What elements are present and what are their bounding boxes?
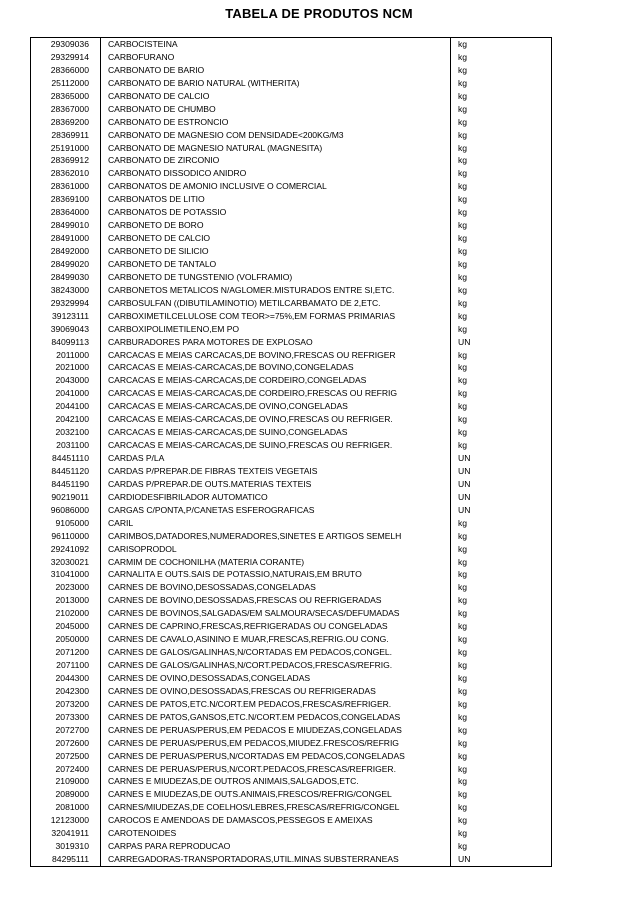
ncm-code-cell: 39069043 xyxy=(31,323,101,336)
product-description-cell: CARBONATOS DE LITIO xyxy=(101,193,451,206)
ncm-code-cell: 28366000 xyxy=(31,64,101,77)
product-description-cell: CARNES DE PATOS,ETC.N/CORT.EM PEDACOS,FRESCAS/REFRIGER. xyxy=(101,698,451,711)
table-row xyxy=(31,103,551,116)
ncm-code-cell: 2013000 xyxy=(31,594,101,607)
ncm-code-cell: 2089000 xyxy=(31,788,101,801)
product-description-cell: CARCACAS E MEIAS-CARCACAS,DE BOVINO,CONGELADAS xyxy=(101,361,451,374)
unit-cell: kg xyxy=(458,763,468,774)
table-row xyxy=(31,620,551,633)
unit-cell: kg xyxy=(458,401,468,412)
product-description-cell: CARBONETOS METALICOS N/AGLOMER.MISTURADOS ENTRE SI,ETC. xyxy=(101,284,451,297)
table-row xyxy=(31,284,551,297)
ncm-code-cell: 3019310 xyxy=(31,840,101,853)
unit-cell: kg xyxy=(458,621,468,632)
product-description-cell: CARBONATO DE MAGNESIO NATURAL (MAGNESITA) xyxy=(101,142,451,155)
table-row xyxy=(31,581,551,594)
unit-cell: kg xyxy=(458,297,468,308)
ncm-code-cell: 2031100 xyxy=(31,439,101,452)
unit-cell: kg xyxy=(458,103,468,114)
table-row xyxy=(31,607,551,620)
product-description-cell: CAROCOS E AMENDOAS DE DAMASCOS,PESSEGOS E AMEIXAS xyxy=(101,814,451,827)
ncm-code-cell: 29241092 xyxy=(31,543,101,556)
product-description-cell: CARBONETO DE SILICIO xyxy=(101,245,451,258)
ncm-code-cell: 2072500 xyxy=(31,750,101,763)
unit-cell: UN xyxy=(458,478,471,489)
product-description-cell: CARCACAS E MEIAS-CARCACAS,DE OVINO,FRESCAS OU REFRIGER. xyxy=(101,413,451,426)
ncm-code-cell: 2043000 xyxy=(31,374,101,387)
unit-cell: kg xyxy=(458,116,468,127)
product-description-cell: CARDIODESFIBRILADOR AUTOMATICO xyxy=(101,491,451,504)
table-row xyxy=(31,646,551,659)
product-description-cell: CARBONATO DE MAGNESIO COM DENSIDADE<200KG/M3 xyxy=(101,129,451,142)
unit-cell: kg xyxy=(458,582,468,593)
ncm-code-cell: 96110000 xyxy=(31,530,101,543)
product-description-cell: CARCACAS E MEIAS-CARCACAS,DE CORDEIRO,FRESCAS OU REFRIG xyxy=(101,387,451,400)
table-row xyxy=(31,530,551,543)
table-row xyxy=(31,594,551,607)
ncm-code-cell: 28499030 xyxy=(31,271,101,284)
product-description-cell: CARCACAS E MEIAS-CARCACAS,DE OVINO,CONGELADAS xyxy=(101,400,451,413)
ncm-code-cell: 84451110 xyxy=(31,452,101,465)
unit-cell: kg xyxy=(458,543,468,554)
product-description-cell: CARBONATO DE ZIRCONIO xyxy=(101,154,451,167)
ncm-code-cell: 32030021 xyxy=(31,556,101,569)
unit-cell: kg xyxy=(458,789,468,800)
table-row xyxy=(31,154,551,167)
unit-cell: kg xyxy=(458,220,468,231)
table-row xyxy=(31,543,551,556)
product-description-cell: CARBONETO DE CALCIO xyxy=(101,232,451,245)
product-description-cell: CARBONATOS DE POTASSIO xyxy=(101,206,451,219)
table-row xyxy=(31,297,551,310)
table-row xyxy=(31,633,551,646)
table-row xyxy=(31,90,551,103)
unit-cell: kg xyxy=(458,362,468,373)
unit-cell: kg xyxy=(458,841,468,852)
unit-cell: kg xyxy=(458,737,468,748)
table-row xyxy=(31,814,551,827)
table-row xyxy=(31,374,551,387)
table-row xyxy=(31,672,551,685)
ncm-code-cell: 96086000 xyxy=(31,504,101,517)
unit-cell: kg xyxy=(458,64,468,75)
table-row xyxy=(31,51,551,64)
product-description-cell: CARNES/MIUDEZAS,DE COELHOS/LEBRES,FRESCAS/REFRIG/CONGEL xyxy=(101,801,451,814)
ncm-code-cell: 2071100 xyxy=(31,659,101,672)
ncm-code-cell: 2071200 xyxy=(31,646,101,659)
unit-cell: kg xyxy=(458,828,468,839)
product-description-cell: CARBOFURANO xyxy=(101,51,451,64)
table-row xyxy=(31,387,551,400)
table-row xyxy=(31,271,551,284)
table-row xyxy=(31,698,551,711)
ncm-code-cell: 12123000 xyxy=(31,814,101,827)
product-description-cell: CARNES DE BOVINO,DESOSSADAS,FRESCAS OU REFRIGERADAS xyxy=(101,594,451,607)
table-row xyxy=(31,349,551,362)
table-row xyxy=(31,77,551,90)
table-row xyxy=(31,750,551,763)
unit-cell: kg xyxy=(458,750,468,761)
table-row xyxy=(31,478,551,491)
unit-cell: UN xyxy=(458,465,471,476)
product-description-cell: CARDAS P/PREPAR.DE OUTS.MATERIAS TEXTEIS xyxy=(101,478,451,491)
unit-cell: kg xyxy=(458,168,468,179)
ncm-code-cell: 38243000 xyxy=(31,284,101,297)
product-description-cell: CARBONETO DE BORO xyxy=(101,219,451,232)
unit-cell: kg xyxy=(458,142,468,153)
ncm-code-cell: 2041000 xyxy=(31,387,101,400)
product-description-cell: CARBONETO DE TUNGSTENIO (VOLFRAMIO) xyxy=(101,271,451,284)
ncm-code-cell: 25191000 xyxy=(31,142,101,155)
unit-cell: kg xyxy=(458,530,468,541)
ncm-code-cell: 28492000 xyxy=(31,245,101,258)
ncm-code-cell: 2023000 xyxy=(31,581,101,594)
ncm-code-cell: 28499010 xyxy=(31,219,101,232)
unit-cell: kg xyxy=(458,246,468,256)
product-description-cell: CARGAS C/PONTA,P/CANETAS ESFEROGRAFICAS xyxy=(101,504,451,517)
ncm-code-cell: 84295111 xyxy=(31,853,101,866)
table-row xyxy=(31,827,551,840)
unit-cell: kg xyxy=(458,388,468,399)
product-description-cell: CARBONATO DE CALCIO xyxy=(101,90,451,103)
ncm-code-cell: 28369911 xyxy=(31,129,101,142)
table-row xyxy=(31,167,551,180)
ncm-code-cell: 2011000 xyxy=(31,349,101,362)
unit-cell: UN xyxy=(458,504,471,515)
unit-cell: kg xyxy=(458,724,468,735)
unit-cell: kg xyxy=(458,660,468,670)
ncm-code-cell: 28364000 xyxy=(31,206,101,219)
product-description-cell: CARNES DE PERUAS/PERUS,N/CORTADAS EM PEDACOS,CONGELADAS xyxy=(101,750,451,763)
table-row xyxy=(31,310,551,323)
unit-cell: kg xyxy=(458,647,468,658)
table-row xyxy=(31,853,551,866)
product-description-cell: CARNES DE BOVINOS,SALGADAS/EM SALMOURA/SECAS/DEFUMADAS xyxy=(101,607,451,620)
unit-cell: kg xyxy=(458,129,468,140)
ncm-products-table xyxy=(30,37,552,867)
table-row xyxy=(31,413,551,426)
table-row xyxy=(31,685,551,698)
table-row xyxy=(31,775,551,788)
table-row xyxy=(31,193,551,206)
table-row xyxy=(31,219,551,232)
unit-cell: UN xyxy=(458,453,471,463)
unit-cell: UN xyxy=(458,491,471,502)
unit-cell: kg xyxy=(458,233,468,244)
unit-cell: kg xyxy=(458,310,468,321)
ncm-code-cell: 2073200 xyxy=(31,698,101,711)
ncm-code-cell: 2073300 xyxy=(31,711,101,724)
product-description-cell: CARNES DE PERUAS/PERUS,EM PEDACOS,MIUDEZ.FRESCOS/REFRIG xyxy=(101,737,451,750)
unit-cell: kg xyxy=(458,51,468,62)
unit-cell: kg xyxy=(458,711,468,722)
product-description-cell: CARNES E MIUDEZAS,DE OUTS.ANIMAIS,FRESCOS/REFRIG/CONGEL xyxy=(101,788,451,801)
ncm-code-cell: 2072700 xyxy=(31,724,101,737)
ncm-code-cell: 2102000 xyxy=(31,607,101,620)
ncm-code-cell: 25112000 xyxy=(31,77,101,90)
product-description-cell: CARBONATO DE ESTRONCIO xyxy=(101,116,451,129)
table-row xyxy=(31,245,551,258)
ncm-code-cell: 9105000 xyxy=(31,517,101,530)
unit-cell: UN xyxy=(458,854,471,865)
product-description-cell: CARNES DE CAVALO,ASININO E MUAR,FRESCAS,REFRIG.OU CONG. xyxy=(101,633,451,646)
product-description-cell: CARBONATOS DE AMONIO INCLUSIVE O COMERCIAL xyxy=(101,180,451,193)
table-row xyxy=(31,491,551,504)
ncm-code-cell: 28365000 xyxy=(31,90,101,103)
product-description-cell: CARBONATO DE CHUMBO xyxy=(101,103,451,116)
product-description-cell: CARBONATO DISSODICO ANIDRO xyxy=(101,167,451,180)
unit-cell: kg xyxy=(458,90,468,101)
ncm-code-cell: 28369912 xyxy=(31,154,101,167)
unit-cell: kg xyxy=(458,77,468,88)
table-row xyxy=(31,659,551,672)
table-row xyxy=(31,400,551,413)
ncm-code-cell: 90219011 xyxy=(31,491,101,504)
product-description-cell: CARBOSULFAN ((DIBUTILAMINOTIO) METILCARBAMATO DE 2,ETC. xyxy=(101,297,451,310)
table-row xyxy=(31,323,551,336)
table-row xyxy=(31,763,551,776)
table-row xyxy=(31,116,551,129)
table-row xyxy=(31,206,551,219)
product-description-cell: CARCACAS E MEIAS-CARCACAS,DE CORDEIRO,CONGELADAS xyxy=(101,374,451,387)
table-row xyxy=(31,452,551,465)
product-description-cell: CARNES DE PERUAS/PERUS,EM PEDACOS E MIUDEZAS,CONGELADAS xyxy=(101,724,451,737)
table-row xyxy=(31,142,551,155)
unit-cell: kg xyxy=(458,414,468,425)
ncm-code-cell: 32041911 xyxy=(31,827,101,840)
table-row xyxy=(31,426,551,439)
ncm-code-cell: 84451190 xyxy=(31,478,101,491)
ncm-code-cell: 28369200 xyxy=(31,116,101,129)
unit-cell: kg xyxy=(458,258,468,269)
table-row xyxy=(31,439,551,452)
unit-cell: kg xyxy=(458,323,468,334)
product-description-cell: CARREGADORAS-TRANSPORTADORAS,UTIL.MINAS SUBSTERRANEAS xyxy=(101,853,451,866)
unit-cell: kg xyxy=(458,349,468,360)
ncm-code-cell: 29329994 xyxy=(31,297,101,310)
unit-cell: kg xyxy=(458,698,468,709)
ncm-code-cell: 2042100 xyxy=(31,413,101,426)
ncm-code-cell: 2042300 xyxy=(31,685,101,698)
product-description-cell: CARNES DE GALOS/GALINHAS,N/CORTADAS EM PEDACOS,CONGEL. xyxy=(101,646,451,659)
table-row xyxy=(31,724,551,737)
ncm-code-cell: 84451120 xyxy=(31,465,101,478)
unit-cell: kg xyxy=(458,672,468,683)
product-description-cell: CARNES DE OVINO,DESOSSADAS,CONGELADAS xyxy=(101,672,451,685)
product-description-cell: CARPAS PARA REPRODUCAO xyxy=(101,840,451,853)
ncm-code-cell: 2050000 xyxy=(31,633,101,646)
ncm-code-cell: 28499020 xyxy=(31,258,101,271)
table-row xyxy=(31,517,551,530)
table-row xyxy=(31,840,551,853)
ncm-code-cell: 84099113 xyxy=(31,336,101,349)
product-description-cell: CARBONATO DE BARIO xyxy=(101,64,451,77)
product-description-cell: CARBOCISTEINA xyxy=(101,38,451,51)
unit-cell: kg xyxy=(458,207,468,218)
table-row xyxy=(31,504,551,517)
ncm-code-cell: 2045000 xyxy=(31,620,101,633)
product-description-cell: CARIMBOS,DATADORES,NUMERADORES,SINETES E ARTIGOS SEMELH xyxy=(101,530,451,543)
table-row xyxy=(31,258,551,271)
unit-cell: kg xyxy=(458,802,468,813)
table-row xyxy=(31,556,551,569)
ncm-code-cell: 39123111 xyxy=(31,310,101,323)
product-description-cell: CARNES DE OVINO,DESOSSADAS,FRESCAS OU REFRIGERADAS xyxy=(101,685,451,698)
table-row xyxy=(31,801,551,814)
product-description-cell: CARNALITA E OUTS.SAIS DE POTASSIO,NATURAIS,EM BRUTO xyxy=(101,568,451,581)
table-row xyxy=(31,129,551,142)
unit-cell: kg xyxy=(458,569,468,580)
table-row xyxy=(31,336,551,349)
unit-cell: kg xyxy=(458,556,468,567)
table-row xyxy=(31,711,551,724)
ncm-code-cell: 2072400 xyxy=(31,763,101,776)
product-description-cell: CARNES E MIUDEZAS,DE OUTROS ANIMAIS,SALGADOS,ETC. xyxy=(101,775,451,788)
ncm-code-cell: 29329914 xyxy=(31,51,101,64)
ncm-code-cell: 2109000 xyxy=(31,775,101,788)
product-description-cell: CARNES DE PERUAS/PERUS,N/CORT.PEDACOS,FRESCAS/REFRIGER. xyxy=(101,763,451,776)
unit-cell: kg xyxy=(458,375,468,386)
unit-cell: kg xyxy=(458,427,468,438)
ncm-code-cell: 2072600 xyxy=(31,737,101,750)
table-row xyxy=(31,38,551,51)
unit-cell: UN xyxy=(458,336,471,347)
product-description-cell: CARISOPRODOL xyxy=(101,543,451,556)
table-row xyxy=(31,465,551,478)
ncm-code-cell: 28361000 xyxy=(31,180,101,193)
unit-cell: kg xyxy=(458,181,468,192)
product-description-cell: CARBONATO DE BARIO NATURAL (WITHERITA) xyxy=(101,77,451,90)
ncm-code-cell: 28362010 xyxy=(31,167,101,180)
product-description-cell: CARBOXIPOLIMETILENO,EM PO xyxy=(101,323,451,336)
product-description-cell: CARDAS P/PREPAR.DE FIBRAS TEXTEIS VEGETAIS xyxy=(101,465,451,478)
product-description-cell: CARDAS P/LA xyxy=(101,452,451,465)
unit-cell: kg xyxy=(458,517,468,528)
ncm-code-cell: 2032100 xyxy=(31,426,101,439)
product-description-cell: CARNES DE GALOS/GALINHAS,N/CORT.PEDACOS,FRESCAS/REFRIG. xyxy=(101,659,451,672)
product-description-cell: CAROTENOIDES xyxy=(101,827,451,840)
unit-cell: kg xyxy=(458,608,468,619)
ncm-code-cell: 2081000 xyxy=(31,801,101,814)
product-description-cell: CARCACAS E MEIAS-CARCACAS,DE SUINO,CONGELADAS xyxy=(101,426,451,439)
unit-cell: kg xyxy=(458,815,468,826)
product-description-cell: CARMIM DE COCHONILHA (MATERIA CORANTE) xyxy=(101,556,451,569)
table-row xyxy=(31,180,551,193)
unit-cell: kg xyxy=(458,440,468,451)
unit-cell: kg xyxy=(458,194,468,205)
ncm-code-cell: 2021000 xyxy=(31,361,101,374)
table-row xyxy=(31,737,551,750)
product-description-cell: CARIL xyxy=(101,517,451,530)
ncm-code-cell: 31041000 xyxy=(31,568,101,581)
product-description-cell: CARNES DE CAPRINO,FRESCAS,REFRIGERADAS OU CONGELADAS xyxy=(101,620,451,633)
product-description-cell: CARBURADORES PARA MOTORES DE EXPLOSAO xyxy=(101,336,451,349)
page-title: TABELA DE PRODUTOS NCM xyxy=(225,6,413,21)
product-description-cell: CARBONETO DE TANTALO xyxy=(101,258,451,271)
table-row xyxy=(31,232,551,245)
product-description-cell: CARBOXIMETILCELULOSE COM TEOR>=75%,EM FORMAS PRIMARIAS xyxy=(101,310,451,323)
unit-cell: kg xyxy=(458,685,468,696)
unit-cell: kg xyxy=(458,595,468,606)
unit-cell: kg xyxy=(458,271,468,282)
table-row xyxy=(31,361,551,374)
product-description-cell: CARCACAS E MEIAS CARCACAS,DE BOVINO,FRESCAS OU REFRIGER xyxy=(101,349,451,362)
ncm-code-cell: 28367000 xyxy=(31,103,101,116)
product-description-cell: CARCACAS E MEIAS-CARCACAS,DE SUINO,FRESCAS OU REFRIGER. xyxy=(101,439,451,452)
table-row xyxy=(31,568,551,581)
unit-cell: kg xyxy=(458,284,468,295)
ncm-code-cell: 28369100 xyxy=(31,193,101,206)
product-description-cell: CARNES DE BOVINO,DESOSSADAS,CONGELADAS xyxy=(101,581,451,594)
table-row xyxy=(31,64,551,77)
ncm-code-cell: 29309036 xyxy=(31,38,101,51)
unit-cell: kg xyxy=(458,776,468,787)
table-row xyxy=(31,788,551,801)
unit-cell: kg xyxy=(458,634,468,645)
ncm-code-cell: 28491000 xyxy=(31,232,101,245)
ncm-code-cell: 2044100 xyxy=(31,400,101,413)
product-description-cell: CARNES DE PATOS,GANSOS,ETC.N/CORT.EM PEDACOS,CONGELADAS xyxy=(101,711,451,724)
ncm-code-cell: 2044300 xyxy=(31,672,101,685)
unit-cell: kg xyxy=(458,39,468,49)
unit-cell: kg xyxy=(458,155,468,166)
